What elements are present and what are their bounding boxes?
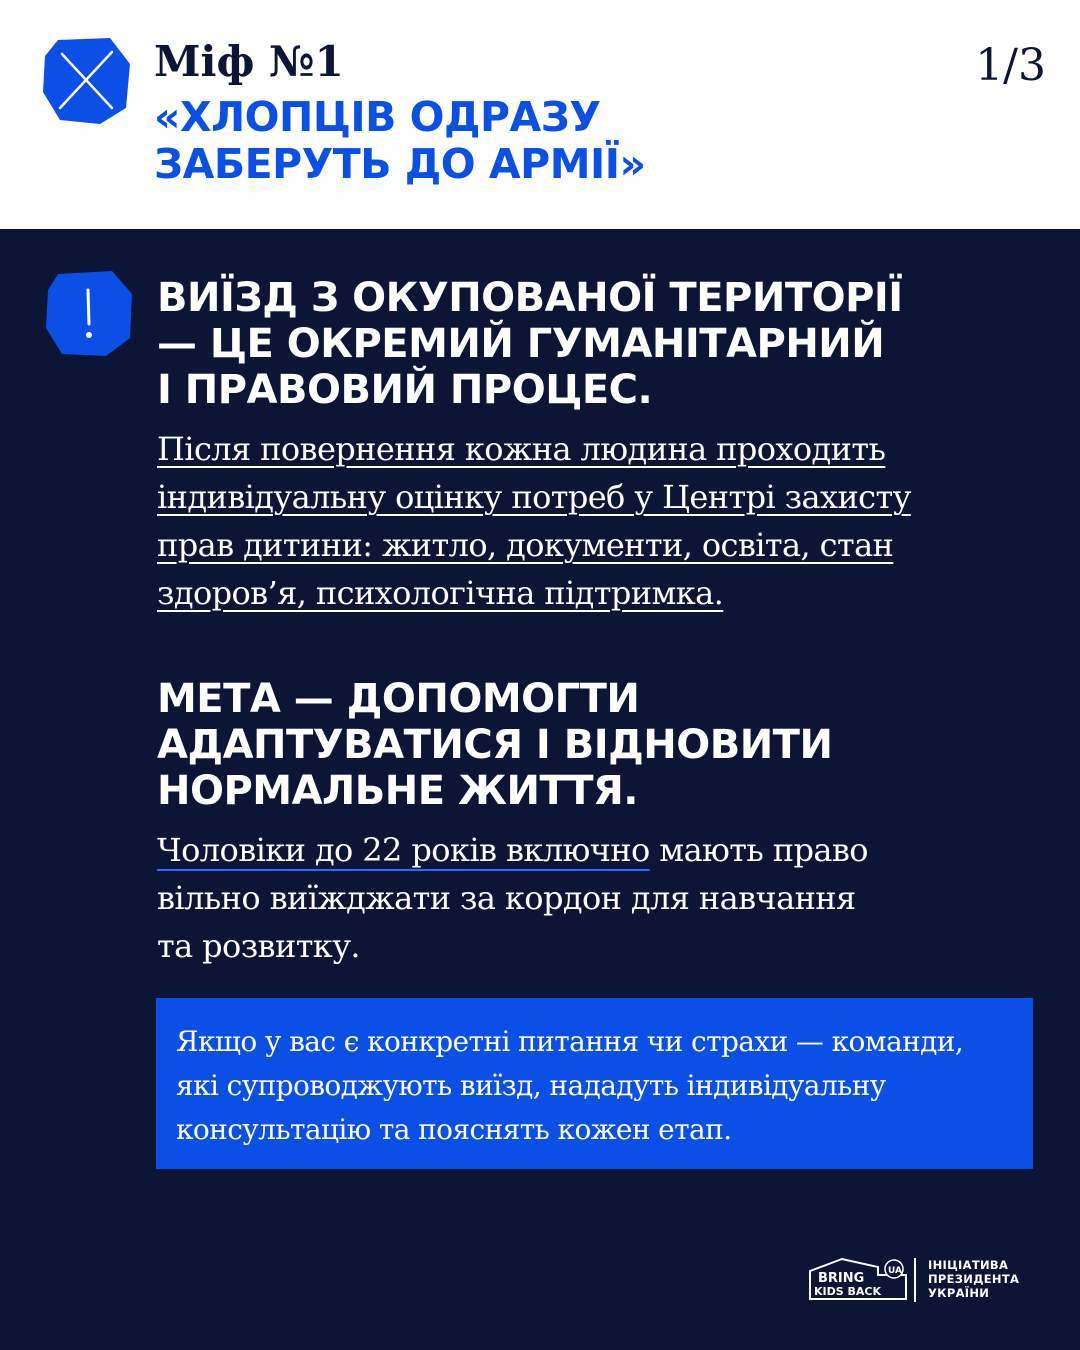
body-text-fragment: мають право (649, 831, 868, 869)
myth-title-line: «ХЛОПЦІВ ОДРАЗУ (154, 93, 601, 141)
heading-line: — ЦЕ ОКРЕМИЙ ГУМАНІТАРНИЙ (157, 321, 885, 367)
body-line: індивідуальну оцінку потреб у Центрі захисту (157, 478, 911, 516)
body-line: та розвитку. (157, 927, 361, 965)
initiative-label (928, 1258, 1019, 1300)
info-line: Якщо у вас є конкретні питання чи страхи — команди, (176, 1025, 964, 1058)
section2-heading (157, 676, 832, 814)
initiative-line: ПРЕЗИДЕНТА (928, 1272, 1020, 1286)
initiative-line: ІНІЦІАТИВА (928, 1258, 1009, 1272)
heading-line: ВИЇЗД З ОКУПОВАНОЇ ТЕРИТОРІЇ (157, 275, 903, 321)
myth-title (154, 94, 646, 188)
footer-divider (914, 1258, 916, 1302)
myth-label: Міф №1 (154, 37, 344, 86)
logo-text-kids-back: KIDS BACK (814, 1285, 881, 1298)
exclamation-icon (44, 268, 134, 358)
section2-body (157, 826, 868, 970)
info-text (176, 1020, 963, 1152)
heading-line: АДАПТУВАТИСЯ І ВІДНОВИТИ (157, 722, 833, 768)
house-logo-icon (808, 1257, 908, 1301)
heading-line: І ПРАВОВИЙ ПРОЦЕС. (157, 367, 653, 413)
body-line: здоров’я, психологічна підтримка. (157, 574, 724, 612)
section1-body (157, 425, 911, 617)
cross-icon (40, 34, 132, 126)
info-line: консультацію та пояснять кожен етап. (176, 1113, 732, 1146)
body-line-first (157, 826, 868, 874)
info-box (156, 998, 1033, 1169)
header (0, 0, 1080, 229)
body-line: вільно виїжджати за кордон для навчання (157, 879, 856, 917)
logo-badge: UA (888, 1266, 902, 1276)
highlighted-phrase: Чоловіки до 22 років включно (157, 831, 650, 869)
initiative-line: УКРАЇНИ (928, 1286, 990, 1300)
page-indicator: 1/3 (975, 40, 1046, 91)
myth-title-line: ЗАБЕРУТЬ ДО АРМІЇ» (154, 140, 646, 188)
logo-text-bring: BRING (818, 1271, 865, 1286)
body-line: прав дитини: житло, документи, освіта, стан (157, 526, 894, 564)
body-line: Після повернення кожна людина проходить (157, 430, 886, 468)
section1-heading (157, 275, 903, 413)
info-line: які супроводжують виїзд, нададуть індивідуальну (176, 1069, 886, 1102)
heading-line: МЕТА — ДОПОМОГТИ (157, 676, 640, 722)
heading-line: НОРМАЛЬНЕ ЖИТТЯ. (157, 768, 639, 814)
